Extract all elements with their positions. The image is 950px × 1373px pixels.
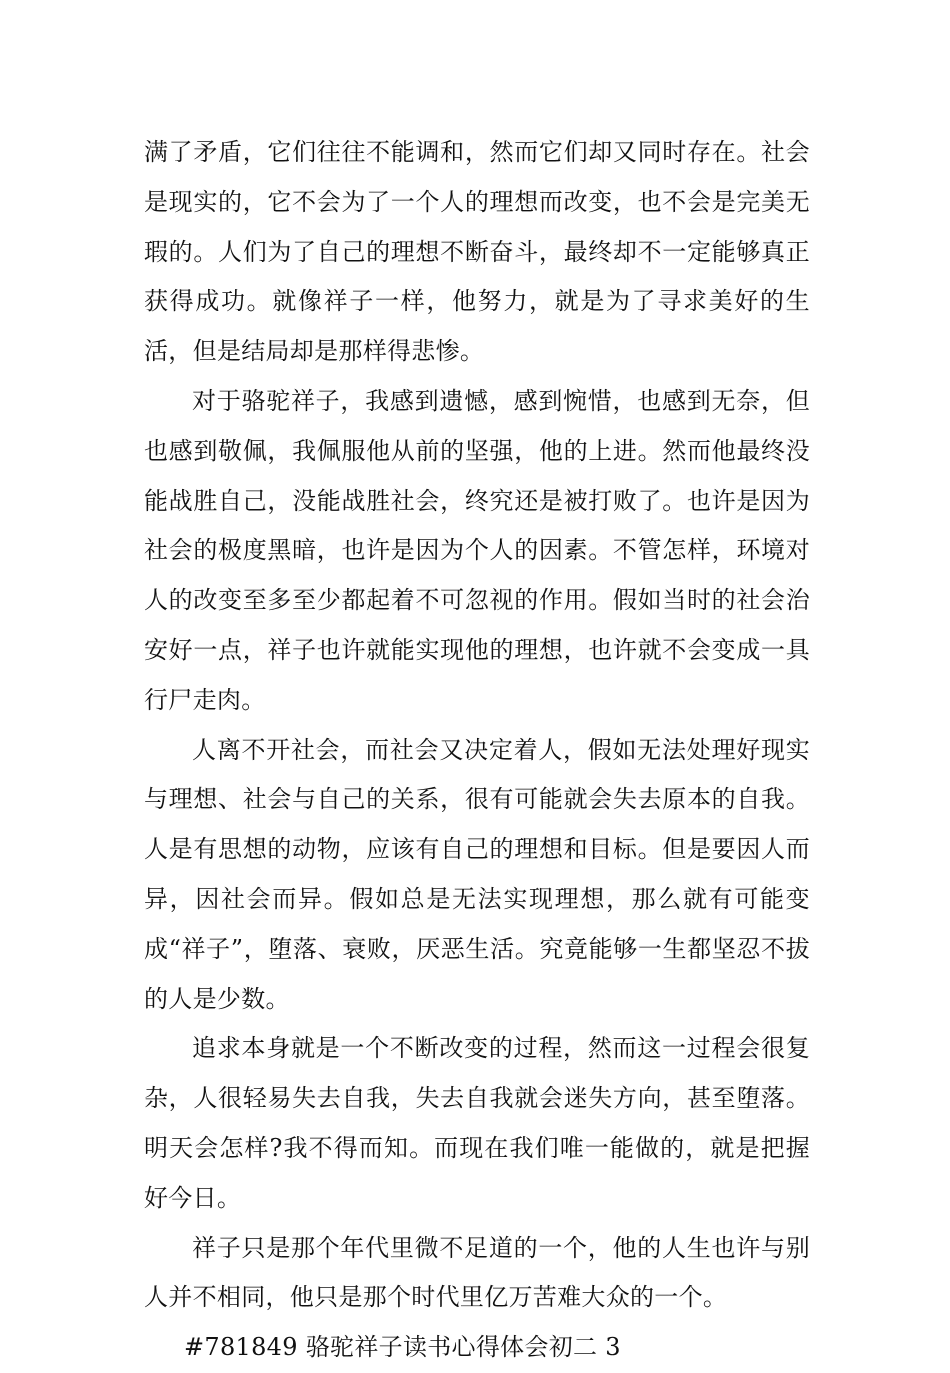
body-paragraph: 追求本身就是一个不断改变的过程，然而这一过程会很复杂，人很轻易失去自我，失去自我就会迷失方向，甚至堕落。明天会怎样?我不得而知。而现在我们唯一能做的，就是把握好今日。 [144, 1034, 810, 1212]
body-paragraph: 满了矛盾，它们往往不能调和，然而它们却又同时存在。社会是现实的，它不会为了一个人的理想而改变，也不会是完美无瑕的。人们为了自己的理想不断奋斗，最终却不一定能够真正获得成功。就像祥子一样，他努力，就是为了寻求美好的生活，但是结局却是那样得悲惨。 [144, 138, 810, 366]
body-paragraph: 祥子只是那个年代里微不足道的一个，他的人生也许与别人并不相同，他只是那个时代里亿万苦难大众的一个。 [144, 1233, 810, 1312]
body-paragraph: 人离不开社会，而社会又决定着人，假如无法处理好现实与理想、社会与自己的关系，很有可能就会失去原本的自我。人是有思想的动物，应该有自己的理想和目标。但是要因人而异，因社会而异。假如总是无法实现理想，那么就有可能变成“祥子”，堕落、衰败，厌恶生活。究竟能够一生都坚忍不拔的人是少数。 [144, 735, 810, 1013]
document-id-line: #781849 骆驼祥子读书心得体会初二 3 [184, 1333, 621, 1362]
body-paragraph: 对于骆驼祥子，我感到遗憾，感到惋惜，也感到无奈，但也感到敬佩，我佩服他从前的坚强，他的上进。然而他最终没能战胜自己，没能战胜社会，终究还是被打败了。也许是因为社会的极度黑暗，也许是因为个人的因素。不管怎样，环境对人的改变至多至少都起着不可忽视的作用。假如当时的社会治安好一点，祥子也许就能实现他的理想，也许就不会变成一具行尸走肉。 [144, 386, 810, 714]
document-page [144, 128, 810, 1373]
